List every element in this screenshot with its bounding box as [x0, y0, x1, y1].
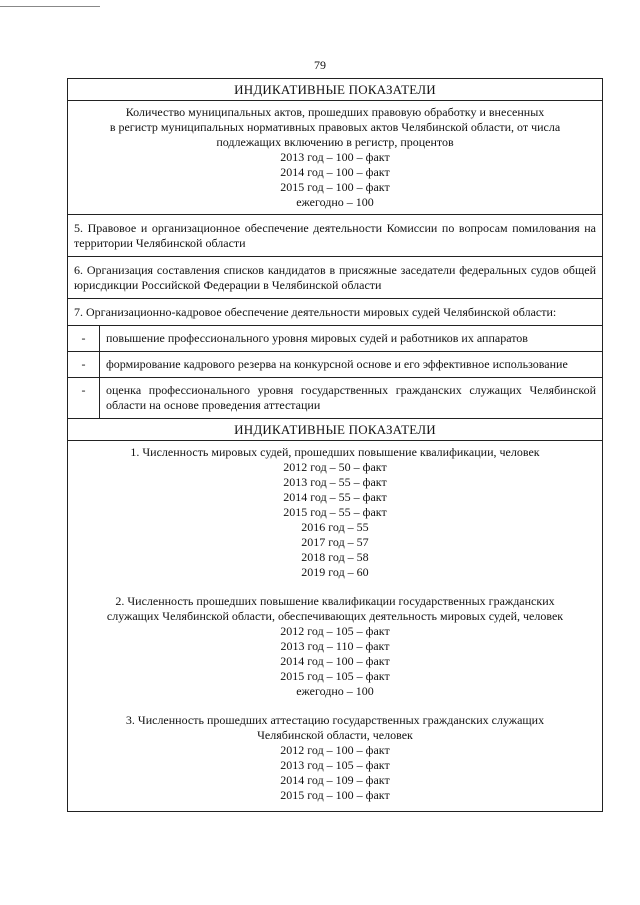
indicator-value: 2012 год – 50 – факт	[283, 460, 387, 474]
indicator-value: 2017 год – 57	[301, 535, 369, 549]
item-7: 7. Организационно-кадровое обеспечение деятельности мировых судей Челябинской области:	[68, 299, 602, 326]
subitem-row	[68, 378, 602, 419]
indicator-value: 2014 год – 100 – факт	[280, 654, 390, 668]
subitem-dash: -	[68, 378, 100, 418]
indicator-title-line: 2. Численность прошедших повышение квалификации государственных гражданских	[115, 594, 555, 608]
indicator-value: 2015 год – 55 – факт	[283, 505, 387, 519]
indicator-1	[68, 441, 602, 586]
section2-indicators	[68, 441, 602, 811]
item-6: 6. Организация составления списков кандидатов в присяжные заседатели федеральных судов общей юрисдикции Российской Федерации в Челябинской области	[68, 257, 602, 299]
indicator-title-line: Челябинской области, человек	[257, 728, 413, 742]
indicator-value: 2013 год – 100 – факт	[280, 150, 390, 164]
page-number: 79	[314, 58, 326, 72]
section2-header: ИНДИКАТИВНЫЕ ПОКАЗАТЕЛИ	[68, 419, 602, 441]
indicator-title-line: Количество муниципальных актов, прошедших правовую обработку и внесенных	[125, 105, 545, 119]
indicator-3	[68, 705, 602, 809]
item-5: 5. Правовое и организационное обеспечение деятельности Комиссии по вопросам помилования на территории Челябинской области	[68, 215, 602, 257]
section1-header: ИНДИКАТИВНЫЕ ПОКАЗАТЕЛИ	[68, 79, 602, 101]
indicator-value: ежегодно – 100	[296, 684, 374, 698]
indicator-value: 2018 год – 58	[301, 550, 369, 564]
indicator-value: 2015 год – 105 – факт	[280, 669, 390, 683]
indicator-value: 2014 год – 55 – факт	[283, 490, 387, 504]
subitem-dash: -	[68, 326, 100, 351]
indicator-title-line: подлежащих включению в регистр, процентов	[216, 135, 454, 149]
subitem-row	[68, 326, 602, 352]
indicator-value: 2019 год – 60	[301, 565, 369, 579]
section1-indicator	[68, 101, 602, 215]
indicator-value: 2016 год – 55	[301, 520, 369, 534]
indicator-value: ежегодно – 100	[296, 195, 374, 209]
subitem-row	[68, 352, 602, 378]
indicator-value: 2013 год – 105 – факт	[280, 758, 390, 772]
subitem-dash: -	[68, 352, 100, 377]
indicator-value: 2015 год – 100 – факт	[280, 788, 390, 802]
subitem-text: повышение профессионального уровня мировых судей и работников их аппаратов	[106, 331, 528, 345]
indicator-value: 2015 год – 100 – факт	[280, 180, 390, 194]
indicator-value: 2013 год – 110 – факт	[280, 639, 390, 653]
indicator-title-line: 3. Численность прошедших аттестацию государственных гражданских служащих	[125, 713, 545, 727]
subitem-text: формирование кадрового резерва на конкурсной основе и его эффективное использование	[106, 357, 568, 371]
indicator-value: 2012 год – 105 – факт	[280, 624, 390, 638]
measures-table	[67, 78, 603, 812]
indicator-2	[68, 586, 602, 705]
scan-edge-line	[0, 6, 100, 7]
indicator-value: 2013 год – 55 – факт	[283, 475, 387, 489]
indicator-title-line: служащих Челябинской области, обеспечивающих деятельность мировых судей, человек	[106, 609, 564, 623]
indicator-title-line: в регистр муниципальных нормативных правовых актов Челябинской области, от числа	[109, 120, 561, 134]
indicator-title-line: 1. Численность мировых судей, прошедших повышение квалификации, человек	[130, 445, 540, 459]
indicator-value: 2012 год – 100 – факт	[280, 743, 390, 757]
indicator-value: 2014 год – 100 – факт	[280, 165, 390, 179]
subitem-text: оценка профессионального уровня государственных гражданских служащих Челябинской области на основе проведения аттестации	[106, 383, 596, 412]
indicator-value: 2014 год – 109 – факт	[280, 773, 390, 787]
